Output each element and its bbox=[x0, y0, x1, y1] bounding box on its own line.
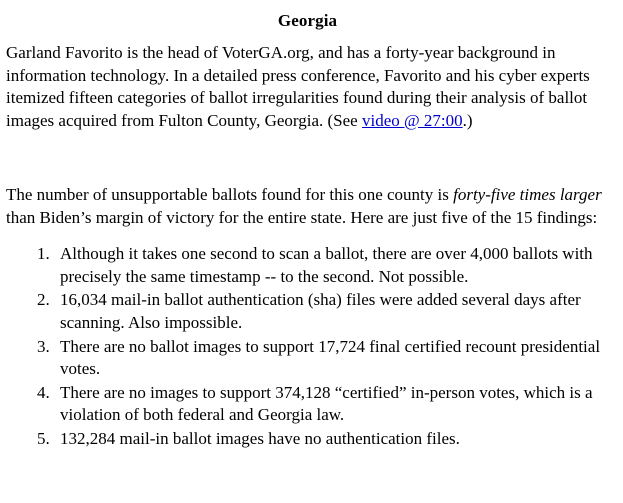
intro-text-after-link: .) bbox=[462, 110, 473, 130]
list-item: 5. 132,284 mail-in ballot images have no authentication files. bbox=[54, 428, 609, 451]
summary-text-part-2: than Biden’s margin of victory for the entire state. Here are just five of the 15 findings: bbox=[6, 207, 598, 227]
summary-text-part-1: The number of unsupportable ballots found for this one county is bbox=[6, 185, 454, 205]
list-item: 3. There are no ballot images to support 17,724 final certified recount presidential votes. bbox=[54, 336, 609, 381]
intro-text-before-link: Garland Favorito is the head of VoterGA.org, and has a forty-year background in information technology. In a detailed press conference, Favorito and his cyber experts itemized fifteen categories of ballot irregularities found during their analysis of ballot images acquired from Fulton County, Georgia. (See bbox=[6, 43, 590, 130]
video-link[interactable]: video @ 27:00 bbox=[361, 110, 463, 130]
summary-paragraph bbox=[6, 184, 609, 229]
list-item: 2. 16,034 mail-in ballot authentication (sha) files were added several days after scanning. Also impossible. bbox=[54, 289, 609, 334]
list-item: 1. Although it takes one second to scan a ballot, there are over 4,000 ballots with precisely the same timestamp -- to the second. Not possible. bbox=[54, 243, 609, 288]
paragraph-spacer bbox=[6, 132, 609, 184]
page-title: Georgia bbox=[277, 11, 338, 30]
summary-emphasis: forty-five times larger bbox=[453, 185, 602, 205]
list-item: 4. There are no images to support 374,128 “certified” in-person votes, which is a violation of both federal and Georgia law. bbox=[54, 382, 609, 427]
findings-list bbox=[6, 243, 609, 450]
intro-paragraph bbox=[6, 42, 609, 132]
